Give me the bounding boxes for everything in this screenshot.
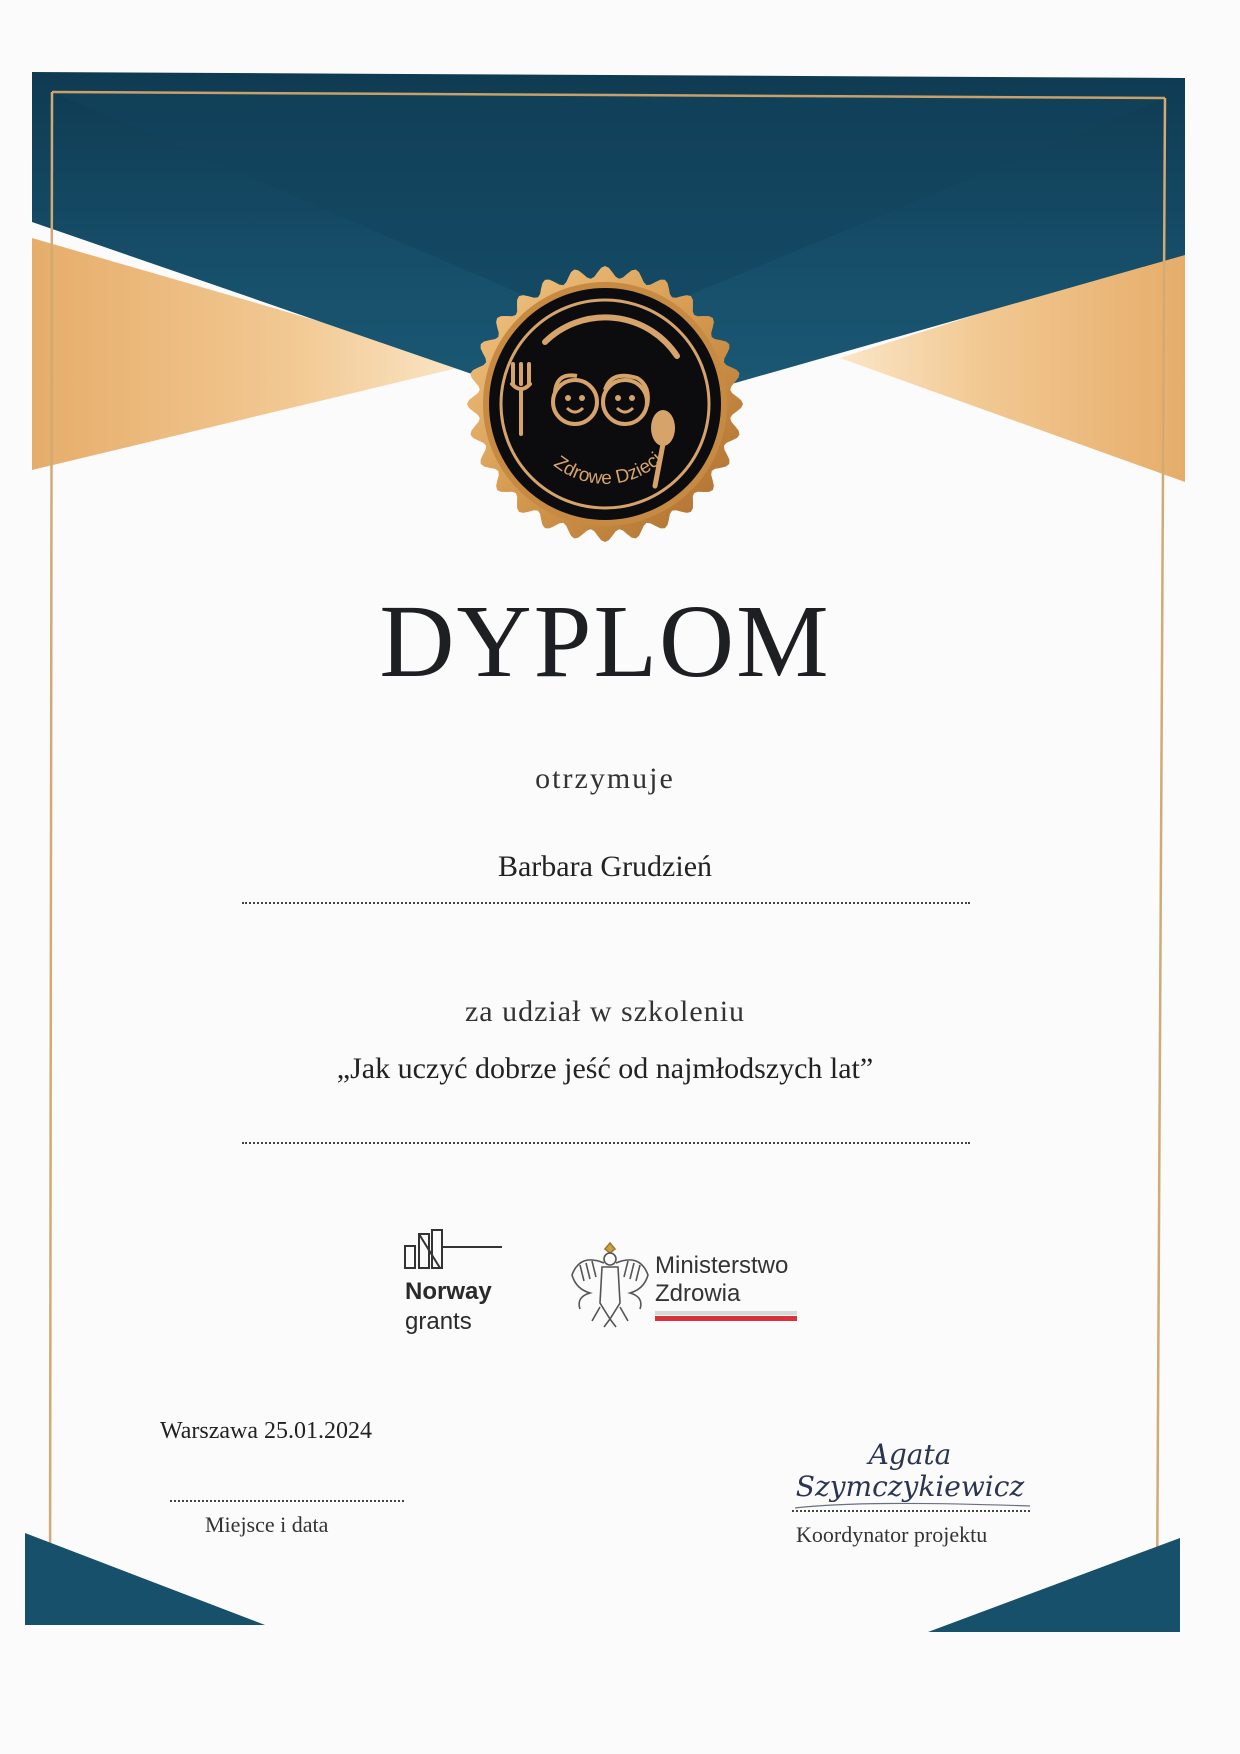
certificate-title: DYPLOM xyxy=(379,584,831,699)
place-date-caption: Miejsce i data xyxy=(205,1512,329,1537)
ministry-logo-text xyxy=(655,1252,788,1308)
certificate-reason: za udział w szkoleniu xyxy=(464,995,746,1028)
signature-first-name: Agata xyxy=(868,1438,952,1471)
place-date: Warszawa 25.01.2024 xyxy=(160,1418,373,1444)
signature-flourish xyxy=(795,1503,1030,1508)
recipient-dotted-line xyxy=(242,902,970,904)
signature-dotted-line xyxy=(792,1510,1030,1512)
recipient-name: Barbara Grudzień xyxy=(497,850,713,883)
norway-grants-sub: grants xyxy=(405,1308,472,1335)
signature-last-name: Szymczykiewicz xyxy=(795,1470,1025,1503)
navy-corner-bottom-left xyxy=(25,1533,265,1625)
course-dotted-line xyxy=(242,1142,970,1144)
ministry-line1: Ministerstwo xyxy=(655,1252,789,1279)
norway-grants-mark-icon xyxy=(405,1230,502,1268)
navy-corner-bottom-right xyxy=(928,1538,1180,1632)
ministry-stripe-white xyxy=(655,1311,797,1315)
ministry-stripe-red xyxy=(655,1316,797,1321)
ministry-line2: Zdrowia xyxy=(655,1280,741,1307)
course-title: „Jak uczyć dobrze jeść od najmłodszych lat” xyxy=(336,1052,874,1085)
certificate-subtitle: otrzymuje xyxy=(535,762,675,795)
coordinator-caption: Koordynator projektu xyxy=(796,1522,988,1547)
seal-text: Zdrowe Dzieci xyxy=(549,448,667,490)
polish-eagle-icon xyxy=(572,1243,648,1327)
place-date-dotted-line xyxy=(170,1500,404,1502)
norway-grants-word: Norway xyxy=(405,1278,492,1305)
